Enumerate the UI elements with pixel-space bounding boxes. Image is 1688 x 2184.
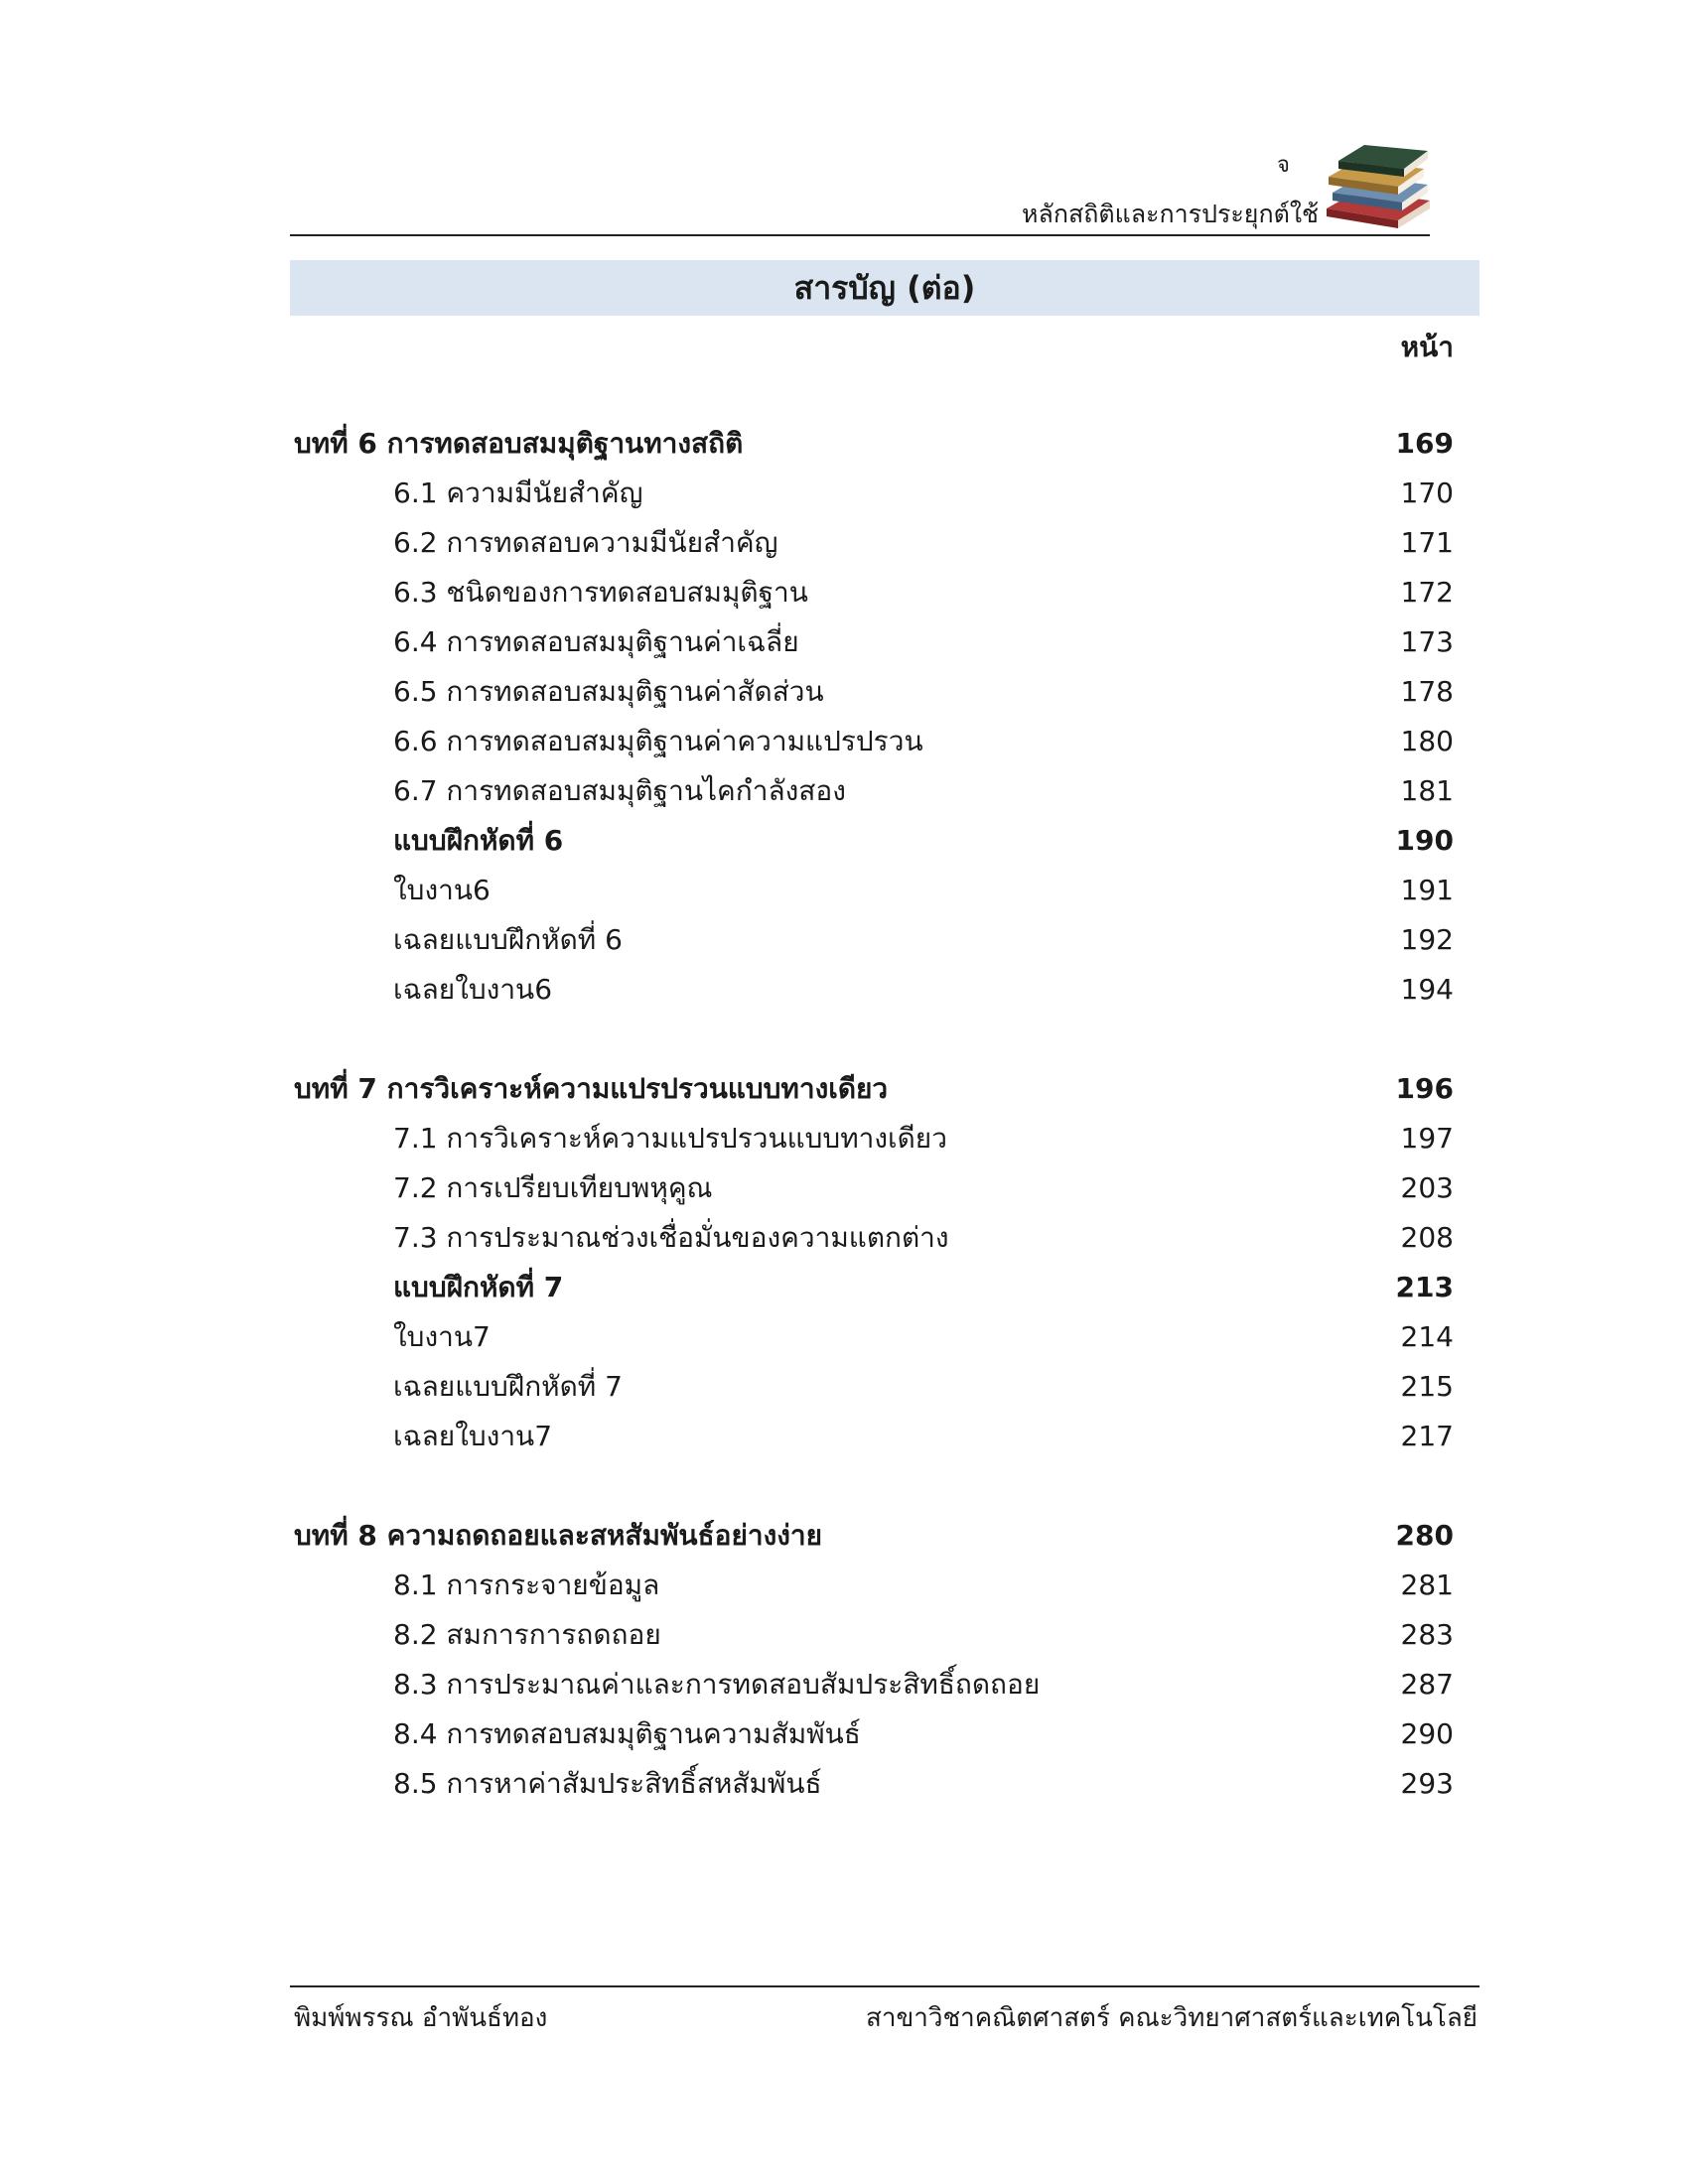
toc-entry-label: 7.3 การประมาณช่วงเชื่อมั่นของความแตกต่าง bbox=[393, 1221, 949, 1254]
toc-entry-page: 281 bbox=[1400, 1569, 1454, 1601]
toc-entry-label: บทที่ 8 ความถดถอยและสหสัมพันธ์อย่างง่าย bbox=[294, 1519, 823, 1552]
toc-entry-page: 283 bbox=[1400, 1618, 1454, 1651]
toc-entry-label: ใบงาน6 bbox=[393, 874, 491, 906]
toc-entry-page: 170 bbox=[1400, 477, 1454, 509]
toc-entry-label: 8.1 การกระจายข้อมูล bbox=[393, 1569, 660, 1601]
toc-chapter-row bbox=[0, 419, 1688, 469]
toc-row bbox=[0, 1759, 1688, 1809]
toc-row bbox=[0, 915, 1688, 965]
toc-row bbox=[0, 518, 1688, 568]
toc-row bbox=[0, 816, 1688, 866]
toc-entry-label: 6.7 การทดสอบสมมุติฐานไคกำลังสอง bbox=[393, 774, 846, 807]
toc-entry-page: 287 bbox=[1400, 1668, 1454, 1701]
toc-row bbox=[0, 1561, 1688, 1610]
toc-row bbox=[0, 1114, 1688, 1163]
toc-entry-page: 214 bbox=[1400, 1320, 1454, 1353]
toc-entry-label: แบบฝึกหัดที่ 7 bbox=[393, 1271, 564, 1303]
toc-entry-page: 217 bbox=[1400, 1420, 1454, 1452]
footer-rule bbox=[290, 1985, 1479, 1987]
toc-entry-page: 191 bbox=[1400, 874, 1454, 906]
toc-row bbox=[0, 866, 1688, 915]
toc-entry-page: 213 bbox=[1395, 1271, 1454, 1303]
toc-entry-page: 290 bbox=[1400, 1717, 1454, 1750]
toc-entry-label: เฉลยแบบฝึกหัดที่ 6 bbox=[393, 923, 623, 956]
toc-entry-page: 190 bbox=[1395, 824, 1454, 857]
toc-row bbox=[0, 1660, 1688, 1709]
toc-entry-page: 178 bbox=[1400, 675, 1454, 708]
header-page-letter: จ bbox=[1277, 153, 1290, 178]
toc-row bbox=[0, 667, 1688, 717]
toc-entry-label: 6.6 การทดสอบสมมุติฐานค่าความแปรปรวน bbox=[393, 725, 923, 757]
toc-row bbox=[0, 1362, 1688, 1412]
page-title: สารบัญ (ต่อ) bbox=[290, 260, 1479, 316]
toc-entry-label: 8.2 สมการการถดถอย bbox=[393, 1618, 661, 1651]
toc-entry-page: 192 bbox=[1400, 923, 1454, 956]
toc-entry-page: 208 bbox=[1400, 1221, 1454, 1254]
toc-entry-label: 8.3 การประมาณค่าและการทดสอบสัมประสิทธิ์ถดถอย bbox=[393, 1668, 1041, 1701]
page-column-label: หน้า bbox=[1400, 331, 1454, 363]
toc-entry-page: 197 bbox=[1400, 1122, 1454, 1155]
toc-entry-label: เฉลยใบงาน6 bbox=[393, 973, 553, 1006]
toc-row bbox=[0, 568, 1688, 617]
toc-entry-label: 6.2 การทดสอบความมีนัยสำคัญ bbox=[393, 526, 778, 559]
toc-row bbox=[0, 1709, 1688, 1759]
toc-entry-page: 196 bbox=[1395, 1072, 1454, 1105]
toc-row bbox=[0, 965, 1688, 1015]
toc-entry-label: บทที่ 7 การวิเคราะห์ความแปรปรวนแบบทางเดียว bbox=[294, 1072, 889, 1105]
toc-entry-page: 171 bbox=[1400, 526, 1454, 559]
toc-entry-label: 6.3 ชนิดของการทดสอบสมมุติฐาน bbox=[393, 576, 808, 609]
toc-entry-page: 194 bbox=[1400, 973, 1454, 1006]
toc-entry-label: บทที่ 6 การทดสอบสมมุติฐานทางสถิติ bbox=[294, 427, 744, 460]
toc-entry-label: 8.5 การหาค่าสัมประสิทธิ์สหสัมพันธ์ bbox=[393, 1767, 822, 1800]
toc-entry-label: ใบงาน7 bbox=[393, 1320, 491, 1353]
footer-author: พิมพ์พรรณ อำพันธ์ทอง bbox=[294, 2003, 548, 2033]
toc-row bbox=[0, 1412, 1688, 1461]
toc-entry-label: 6.4 การทดสอบสมมุติฐานค่าเฉลี่ย bbox=[393, 625, 799, 658]
toc-entry-page: 280 bbox=[1395, 1519, 1454, 1552]
toc-entry-page: 173 bbox=[1400, 625, 1454, 658]
toc-entry-page: 215 bbox=[1400, 1370, 1454, 1403]
toc-entry-page: 180 bbox=[1400, 725, 1454, 757]
toc-entry-label: 6.1 ความมีนัยสำคัญ bbox=[393, 477, 643, 509]
toc-row bbox=[0, 617, 1688, 667]
toc-row bbox=[0, 1312, 1688, 1362]
toc-entry-page: 293 bbox=[1400, 1767, 1454, 1800]
toc-entry-page: 203 bbox=[1400, 1171, 1454, 1204]
toc-row bbox=[0, 766, 1688, 816]
toc-chapter-row bbox=[0, 1511, 1688, 1561]
header-book-title: หลักสถิติและการประยุกต์ใช้ bbox=[1022, 200, 1319, 228]
footer-department: สาขาวิชาคณิตศาสตร์ คณะวิทยาศาสตร์และเทคโนโลยี bbox=[866, 2003, 1477, 2033]
toc-entry-label: แบบฝึกหัดที่ 6 bbox=[393, 824, 564, 857]
toc-row bbox=[0, 717, 1688, 766]
toc-row bbox=[0, 1610, 1688, 1660]
toc-entry-label: เฉลยใบงาน7 bbox=[393, 1420, 553, 1452]
toc-row bbox=[0, 1163, 1688, 1213]
toc-entry-label: 7.2 การเปรียบเทียบพหุคูณ bbox=[393, 1171, 713, 1204]
toc-entry-label: เฉลยแบบฝึกหัดที่ 7 bbox=[393, 1370, 623, 1403]
toc-chapter-row bbox=[0, 1064, 1688, 1114]
toc-entry-page: 169 bbox=[1395, 427, 1454, 460]
toc-entry-page: 181 bbox=[1400, 774, 1454, 807]
toc-row bbox=[0, 469, 1688, 518]
toc-entry-label: 8.4 การทดสอบสมมุติฐานความสัมพันธ์ bbox=[393, 1717, 861, 1750]
toc-entry-label: 7.1 การวิเคราะห์ความแปรปรวนแบบทางเดียว bbox=[393, 1122, 947, 1155]
toc-row bbox=[0, 1213, 1688, 1263]
toc-row bbox=[0, 1263, 1688, 1312]
toc-entry-label: 6.5 การทดสอบสมมุติฐานค่าสัดส่วน bbox=[393, 675, 824, 708]
toc-entry-page: 172 bbox=[1400, 576, 1454, 609]
